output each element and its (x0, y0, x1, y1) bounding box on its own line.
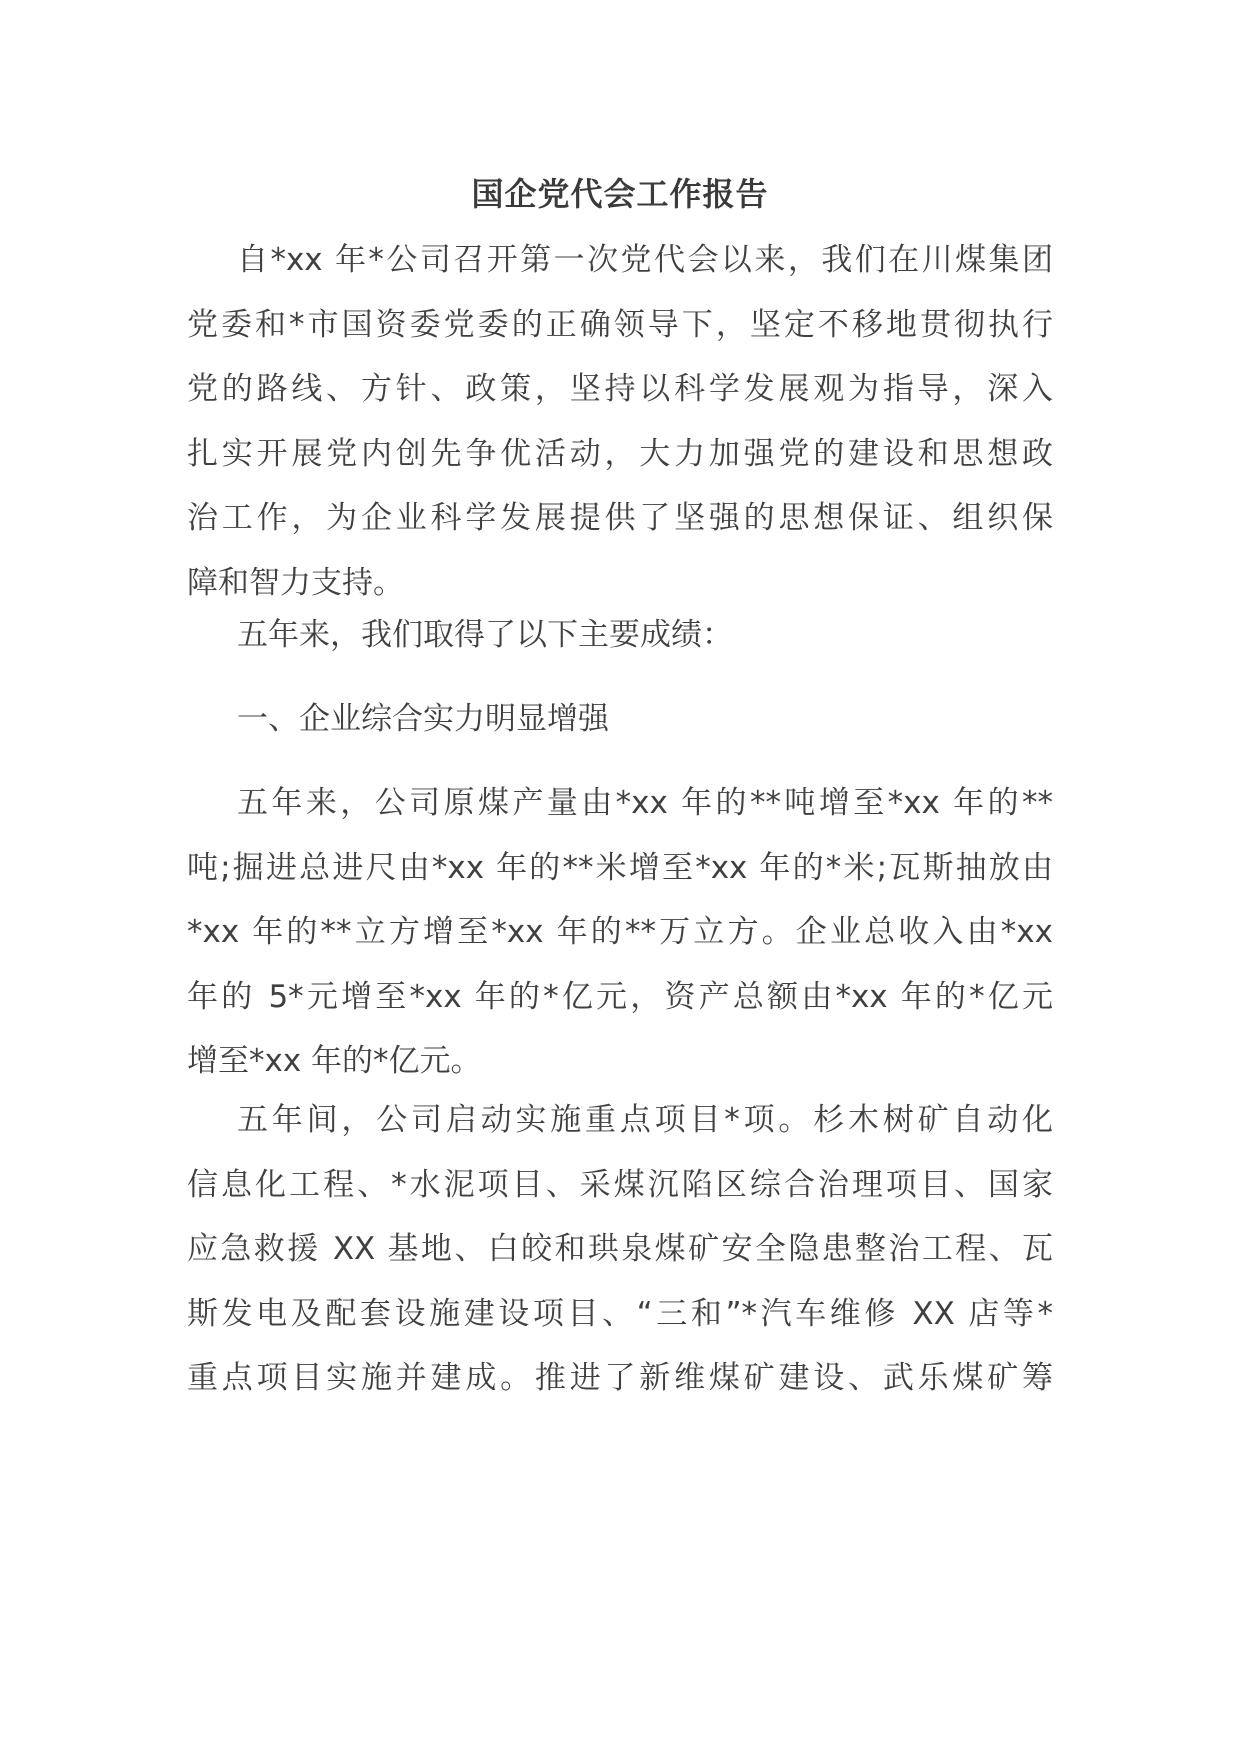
text-line: 信息化工程、*水泥项目、采煤沉陷区综合治理项目、国家 (187, 1166, 1053, 1203)
text-line: 吨;掘进总进尺由*xx 年的**米增至*xx 年的*米;瓦斯抽放由 (187, 849, 1053, 886)
paragraph-achievements-intro (187, 603, 1053, 668)
text-line: 五年来，公司原煤产量由*xx 年的**吨增至*xx 年的** (237, 785, 1053, 821)
text-line: 一、企业综合实力明显增强 (237, 701, 609, 737)
text-line: 五年间，公司启动实施重点项目*项。杉木树矿自动化 (237, 1102, 1053, 1138)
text-line: 应急救援 XX 基地、白皎和珙泉煤矿安全隐患整治工程、瓦 (187, 1231, 1053, 1267)
text-line: 扎实开展党内创先争优活动，大力加强党的建设和思想政 (187, 435, 1053, 472)
text-line: 党委和*市国资委党委的正确领导下，坚定不移地贯彻执行 (187, 306, 1053, 343)
section-heading-1 (187, 687, 1053, 752)
paragraph-projects (187, 1088, 1053, 1411)
text-line: 障和智力支持。 (187, 564, 404, 601)
text-line: 斯发电及配套设施建设项目、“三和”*汽车维修 XX 店等* (187, 1295, 1053, 1332)
text-line: 五年来，我们取得了以下主要成绩： (237, 617, 733, 653)
text-line: *xx 年的**立方增至*xx 年的**万立方。企业总收入由*xx (187, 914, 1053, 950)
paragraph-intro (187, 228, 1053, 615)
text-line: 增至*xx 年的*亿元。 (187, 1043, 482, 1079)
text-line: 年的 5*元增至*xx 年的*亿元，资产总额由*xx 年的*亿元 (187, 978, 1053, 1015)
text-line: 重点项目实施并建成。推进了新维煤矿建设、武乐煤矿筹 (187, 1360, 1053, 1396)
paragraph-production (187, 771, 1053, 1094)
text-line: 自*xx 年*公司召开第一次党代会以来，我们在川煤集团 (237, 242, 1053, 278)
text-line: 治工作，为企业科学发展提供了坚强的思想保证、组织保 (187, 500, 1053, 536)
document-title: 国企党代会工作报告 (471, 175, 769, 213)
text-line: 党的路线、方针、政策，坚持以科学发展观为指导，深入 (187, 371, 1053, 407)
